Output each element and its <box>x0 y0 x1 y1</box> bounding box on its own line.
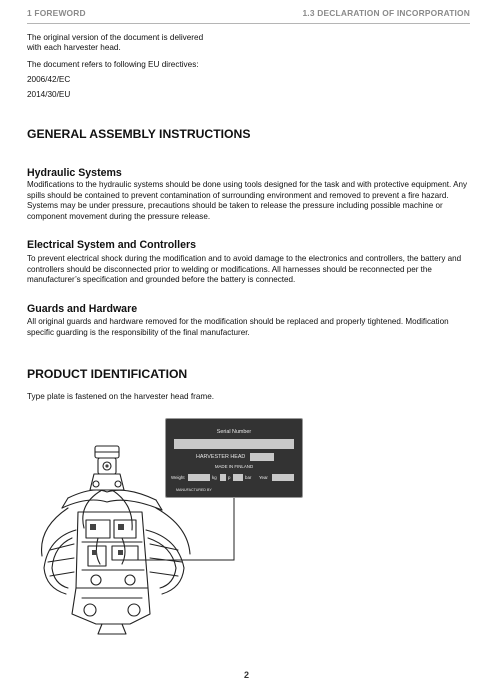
directive-item: 2006/42/EC <box>27 75 71 84</box>
electrical-paragraph: To prevent electrical shock during the modification and to avoid damage to the electronics and controllers, the battery and controllers should be disconnected prior to welding or modifications. All harnesses should be reconnected per the manufacturer’s specification and grounded before the battery is connected. <box>27 254 462 285</box>
plate-weight-label: Weight <box>171 475 185 480</box>
plate-weight-field <box>188 474 210 481</box>
subsection-heading: Hydraulic Systems <box>27 167 122 179</box>
plate-field <box>220 474 226 481</box>
plate-pressure-field <box>233 474 243 481</box>
plate-year-field <box>272 474 294 481</box>
type-plate-note: Type plate is fastened on the harvester head frame. <box>27 392 215 401</box>
plate-bar-label: bar <box>245 475 252 480</box>
plate-head-field <box>250 453 274 461</box>
section-heading: PRODUCT IDENTIFICATION <box>27 367 188 381</box>
plate-origin: MADE IN FINLAND <box>214 464 254 469</box>
directive-intro: The document refers to following EU directives: <box>27 60 199 69</box>
plate-manufacturer-label: MANUFACTURED BY <box>176 488 212 492</box>
intro-line: The original version of the document is delivered <box>27 33 204 42</box>
plate-serial-field <box>174 439 294 449</box>
section-label: 1.3 DECLARATION OF INCORPORATION <box>302 8 470 18</box>
subsection-heading: Guards and Hardware <box>27 303 138 315</box>
plate-pressure-label: p <box>228 475 231 480</box>
chapter-label: 1 FOREWORD <box>27 8 86 18</box>
plate-head-label: HARVESTER HEAD <box>196 454 246 460</box>
hydraulic-paragraph: Modifications to the hydraulic systems should be done using tools designed for the task and with protective equipment. Any spills should be contained to prevent contamination of surrounding environment and removed to prevent a fire hazard. Systems may be under pressure, precautions should be taken to release the pressure including possible machine or component movement during the pressure release. <box>27 180 468 221</box>
plate-year-label: Year <box>259 475 268 480</box>
plate-kg-label: kg <box>212 475 217 480</box>
intro-line: with each harvester head. <box>27 43 121 52</box>
directive-item: 2014/30/EU <box>27 90 71 99</box>
guards-paragraph: All original guards and hardware removed for the modification should be replaced and properly tightened. Modification specific guarding is the responsibility of the final manufacturer. <box>27 317 449 337</box>
section-heading: GENERAL ASSEMBLY INSTRUCTIONS <box>27 127 251 141</box>
plate-serial-label: Serial Number <box>216 429 252 435</box>
subsection-heading: Electrical System and Controllers <box>27 239 196 251</box>
page-number: 2 <box>243 670 249 680</box>
type-plate <box>165 418 303 498</box>
